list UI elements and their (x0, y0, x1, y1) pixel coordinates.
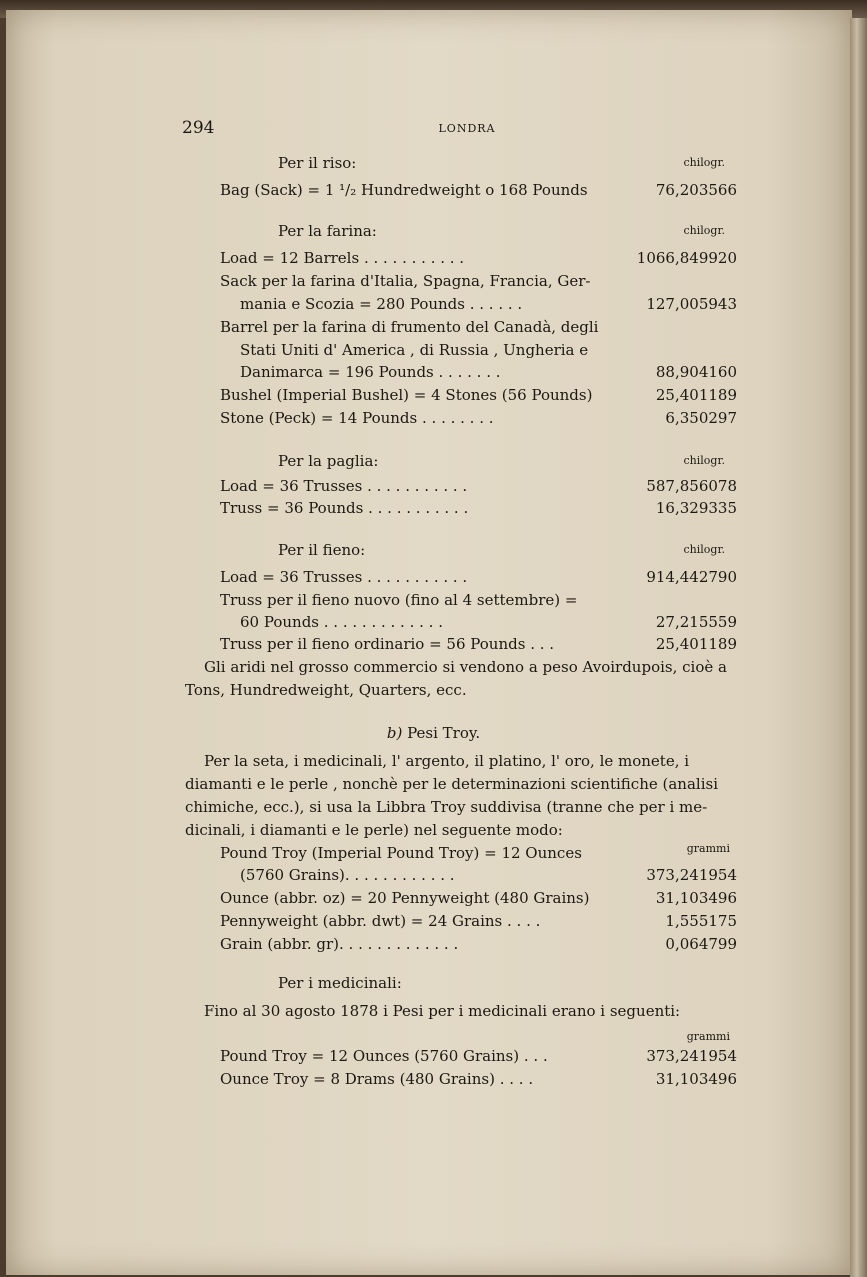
paragraph-text: Gli aridi nel grosso commercio si vendono a peso Avoirdupois, cioè a (204, 658, 727, 676)
row-value: 25,401189 (655, 635, 737, 653)
row-value: 31,103496 (655, 889, 737, 907)
row-value: 373,241954 (646, 866, 737, 884)
section-heading: Per la paglia: (278, 452, 379, 470)
running-header (182, 118, 752, 140)
paragraph-text: diamanti e le perle , nonchè per le determinazioni scientifiche (analisi (185, 775, 718, 793)
paragraph-text: Fino al 30 agosto 1878 i Pesi per i medicinali erano i seguenti: (204, 1002, 681, 1020)
unit-label: chilogr. (683, 224, 725, 237)
row-label: 60 Pounds . . . . . . . . . . . . . (240, 613, 443, 631)
table-row (0, 633, 867, 655)
row-value: 1066,849920 (636, 249, 737, 267)
paragraph-line (0, 1000, 867, 1022)
table-row (0, 589, 867, 611)
table-row (0, 910, 867, 932)
row-value: 25,401189 (655, 386, 737, 404)
table-row (0, 247, 867, 269)
row-label: Bag (Sack) = 1 ¹/₂ Hundredweight o 168 Pounds (220, 181, 588, 199)
row-label: Load = 36 Trusses . . . . . . . . . . . (220, 568, 468, 586)
table-row (0, 842, 867, 864)
paragraph-line (0, 773, 867, 795)
row-label: Stone (Peck) = 14 Pounds . . . . . . . . (220, 409, 494, 427)
paragraph-line (0, 819, 867, 841)
row-label: Load = 36 Trusses . . . . . . . . . . . (220, 477, 468, 495)
paragraph-line (0, 656, 867, 678)
heading-letter: b) (386, 724, 403, 742)
row-label: Load = 12 Barrels . . . . . . . . . . . (220, 249, 465, 267)
table-row (0, 887, 867, 909)
running-title: LONDRA (438, 122, 496, 135)
table-row (0, 864, 867, 886)
section-heading: Per il riso: (278, 154, 357, 172)
table-row (0, 179, 867, 201)
row-label: Stati Uniti d' America , di Russia , Ungheria e (240, 341, 589, 359)
row-label: (5760 Grains). . . . . . . . . . . . (240, 866, 455, 884)
page-number: 294 (182, 118, 215, 138)
table-row (0, 270, 867, 292)
table-row (0, 316, 867, 338)
section-heading: Per i medicinali: (278, 974, 402, 992)
heading-text: Pesi Troy. (407, 724, 481, 742)
row-value: 587,856078 (646, 477, 737, 495)
unit-label: grammi (686, 1030, 730, 1043)
paragraph-line (0, 796, 867, 818)
table-row (0, 1068, 867, 1090)
section-heading: Per il fieno: (278, 541, 366, 559)
row-label: Pound Troy = 12 Ounces (5760 Grains) . . . (220, 1047, 548, 1065)
row-value: 1,555175 (665, 912, 737, 930)
table-row (0, 293, 867, 315)
row-label: mania e Scozia = 280 Pounds . . . . . . (240, 295, 523, 313)
row-label: Sack per la farina d'Italia, Spagna, Francia, Ger- (220, 272, 591, 290)
row-value: 914,442790 (646, 568, 737, 586)
table-row (0, 407, 867, 429)
row-label: Ounce (abbr. oz) = 20 Pennyweight (480 Grains) (220, 889, 590, 907)
row-label: Truss = 36 Pounds . . . . . . . . . . . (220, 499, 469, 517)
troy-heading (0, 722, 867, 744)
paragraph-line (0, 679, 867, 701)
row-label: Truss per il fieno nuovo (fino al 4 settembre) = (220, 591, 578, 609)
row-label: Barrel per la farina di frumento del Canadà, degli (220, 318, 599, 336)
row-value: 127,005943 (646, 295, 737, 313)
table-row (0, 933, 867, 955)
table-row (0, 566, 867, 588)
row-label: Ounce Troy = 8 Drams (480 Grains) . . . . (220, 1070, 534, 1088)
riso-heading-line (0, 152, 867, 174)
row-value: 6,350297 (665, 409, 737, 427)
row-label: Pound Troy (Imperial Pound Troy) = 12 Ounces (220, 844, 582, 862)
row-label: Grain (abbr. gr). . . . . . . . . . . . . (220, 935, 459, 953)
paragraph-line (0, 750, 867, 772)
row-label: Truss per il fieno ordinario = 56 Pounds . . . (220, 635, 555, 653)
row-value: 0,064799 (665, 935, 737, 953)
row-label: Bushel (Imperial Bushel) = 4 Stones (56 Pounds) (220, 386, 593, 404)
section-heading: Per la farina: (278, 222, 377, 240)
unit-label: chilogr. (683, 156, 725, 169)
unit-label: chilogr. (683, 454, 725, 467)
paragraph-text: dicinali, i diamanti e le perle) nel seguente modo: (185, 821, 563, 839)
table-row (0, 475, 867, 497)
table-row (0, 339, 867, 361)
table-row (0, 361, 867, 383)
row-value: 76,203566 (655, 181, 737, 199)
table-row (0, 497, 867, 519)
table-row (0, 384, 867, 406)
paglia-heading-line (0, 450, 867, 472)
paragraph-text: Per la seta, i medicinali, l' argento, il platino, l' oro, le monete, i (204, 752, 690, 770)
row-value: 373,241954 (646, 1047, 737, 1065)
farina-heading-line (0, 220, 867, 242)
row-value: 88,904160 (655, 363, 737, 381)
row-label: Pennyweight (abbr. dwt) = 24 Grains . . . . (220, 912, 541, 930)
table-row (0, 1045, 867, 1067)
unit-label: grammi (686, 842, 730, 855)
fieno-heading-line (0, 539, 867, 561)
row-label: Danimarca = 196 Pounds . . . . . . . (240, 363, 501, 381)
row-value: 16,329335 (655, 499, 737, 517)
paragraph-text: chimiche, ecc.), si usa la Libbra Troy suddivisa (tranne che per i me- (185, 798, 708, 816)
unit-label: chilogr. (683, 543, 725, 556)
table-row (0, 611, 867, 633)
row-value: 27,215559 (655, 613, 737, 631)
paragraph-text: Tons, Hundredweight, Quarters, ecc. (185, 681, 467, 699)
row-value: 31,103496 (655, 1070, 737, 1088)
medicinali-heading-line (0, 972, 867, 994)
